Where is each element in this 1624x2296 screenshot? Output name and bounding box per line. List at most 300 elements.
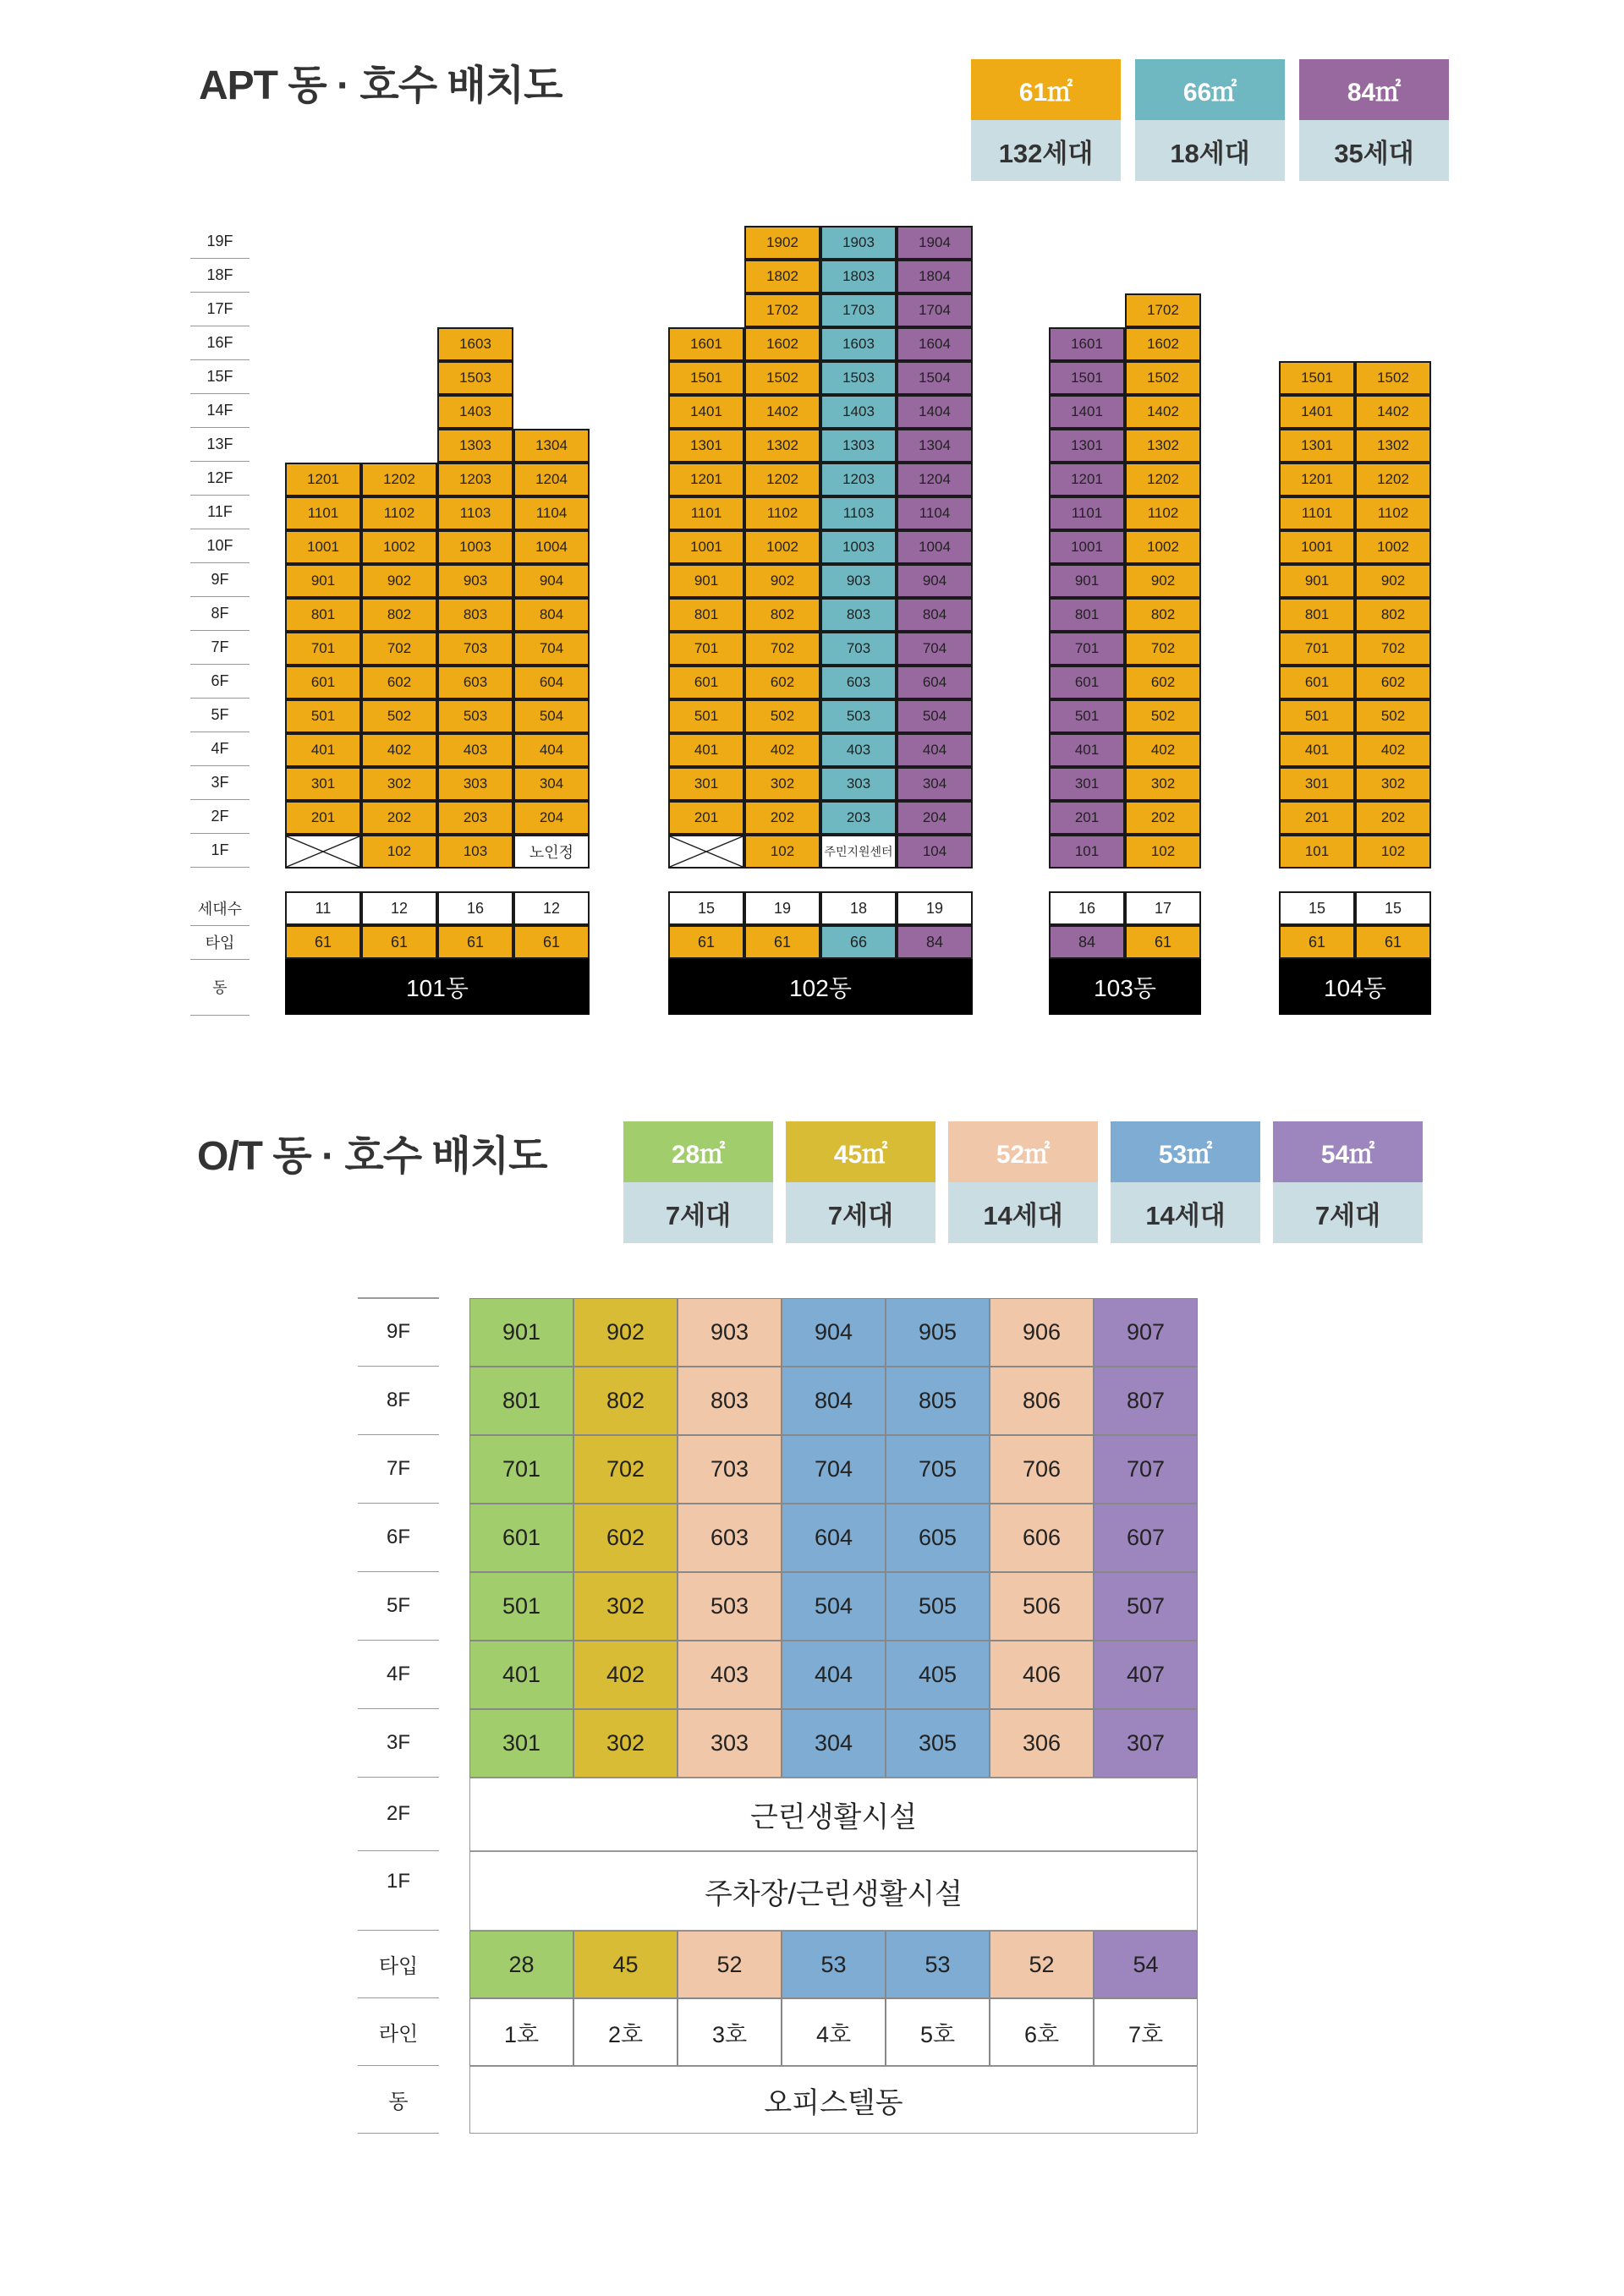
- apt-unit: 604: [897, 666, 973, 699]
- ot-type: 54: [1094, 1931, 1198, 1998]
- apt-unit: 402: [1355, 733, 1431, 767]
- ot-unit: 506: [990, 1572, 1094, 1641]
- ot-unit: 303: [678, 1709, 782, 1778]
- apt-unit: 1103: [437, 496, 513, 530]
- apt-unit: 902: [361, 564, 437, 598]
- apt-unit: 1603: [437, 327, 513, 361]
- ot-legend-count: 7세대: [786, 1182, 935, 1243]
- apt-unit: 502: [361, 699, 437, 733]
- ot-unit: 702: [573, 1435, 678, 1504]
- apt-unit: 801: [285, 598, 361, 632]
- ot-row-label: 5F: [358, 1572, 439, 1641]
- apt-floor-label: 6F: [190, 664, 250, 699]
- apt-households: 12: [361, 891, 437, 925]
- apt-legend-count: 18세대: [1135, 120, 1285, 181]
- apt-unit: 401: [1279, 733, 1355, 767]
- apt-unit: 1501: [1279, 361, 1355, 395]
- apt-unit: 1403: [820, 395, 897, 429]
- apt-floor-label: 13F: [190, 427, 250, 462]
- ot-type: 28: [469, 1931, 573, 1998]
- apt-unit: 804: [513, 598, 590, 632]
- ot-unit: 402: [573, 1641, 678, 1709]
- apt-unit: 1404: [897, 395, 973, 429]
- apt-unit: 1004: [513, 530, 590, 564]
- apt-unit: 601: [668, 666, 744, 699]
- ot-type: 52: [678, 1931, 782, 1998]
- ot-unit: 405: [886, 1641, 990, 1709]
- apt-row-label: 동: [190, 959, 250, 1016]
- apt-unit: 102: [744, 835, 820, 869]
- apt-unit: 403: [820, 733, 897, 767]
- apt-unit: 701: [1279, 632, 1355, 666]
- apt-unit: 602: [1355, 666, 1431, 699]
- ot-unit: 706: [990, 1435, 1094, 1504]
- ot-unit: 601: [469, 1504, 573, 1572]
- apt-unit: 1301: [1279, 429, 1355, 463]
- apt-legend-item: [1299, 59, 1449, 181]
- apt-legend-count: 35세대: [1299, 120, 1449, 181]
- apt-households: 15: [668, 891, 744, 925]
- apt-type: 61: [744, 925, 820, 959]
- apt-unit: 902: [1125, 564, 1201, 598]
- apt-unit: 1003: [437, 530, 513, 564]
- apt-type: 61: [513, 925, 590, 959]
- ot-legend-count: 14세대: [948, 1182, 1098, 1243]
- apt-unit: 601: [1279, 666, 1355, 699]
- ot-unit: 602: [573, 1504, 678, 1572]
- apt-unit: 1201: [668, 463, 744, 496]
- ot-legend-item: [786, 1121, 935, 1243]
- apt-unit: 1302: [744, 429, 820, 463]
- ot-building-name: 오피스텔동: [469, 2066, 1198, 2134]
- apt-unit: 1703: [820, 293, 897, 327]
- ot-unit: 604: [782, 1504, 886, 1572]
- apt-unit: 1202: [1355, 463, 1431, 496]
- apt-unit: 102: [361, 835, 437, 869]
- apt-unit: 902: [744, 564, 820, 598]
- apt-unit: 401: [1049, 733, 1125, 767]
- ot-unit: 801: [469, 1367, 573, 1435]
- apt-unit: 702: [1355, 632, 1431, 666]
- ot-line: 7호: [1094, 1998, 1198, 2066]
- apt-unit: 901: [1049, 564, 1125, 598]
- apt-unit: 1301: [1049, 429, 1125, 463]
- apt-unit: 803: [437, 598, 513, 632]
- apt-unit: 203: [437, 801, 513, 835]
- apt-unit: 301: [668, 767, 744, 801]
- apt-unit: 1402: [744, 395, 820, 429]
- ot-unit: 301: [469, 1709, 573, 1778]
- ot-unit: 507: [1094, 1572, 1198, 1641]
- apt-unit: 1203: [820, 463, 897, 496]
- apt-unit: 1202: [361, 463, 437, 496]
- apt-unit: 1602: [744, 327, 820, 361]
- apt-unit: 302: [744, 767, 820, 801]
- ot-type: 53: [886, 1931, 990, 1998]
- apt-households: 16: [437, 891, 513, 925]
- apt-row-label: 타입: [190, 925, 250, 960]
- ot-unit: 901: [469, 1298, 573, 1367]
- ot-unit: 306: [990, 1709, 1094, 1778]
- ot-row-label: 6F: [358, 1504, 439, 1572]
- apt-unit: 904: [897, 564, 973, 598]
- apt-unit: 1001: [668, 530, 744, 564]
- apt-unit: 402: [361, 733, 437, 767]
- apt-unit: 1001: [1279, 530, 1355, 564]
- ot-unit: 807: [1094, 1367, 1198, 1435]
- apt-unit: 202: [1355, 801, 1431, 835]
- ot-unit: 406: [990, 1641, 1094, 1709]
- apt-households: 11: [285, 891, 361, 925]
- apt-unit: 1304: [897, 429, 973, 463]
- apt-floor-label: 3F: [190, 765, 250, 800]
- apt-unit: 701: [668, 632, 744, 666]
- ot-unit: 607: [1094, 1504, 1198, 1572]
- ot-unit: 403: [678, 1641, 782, 1709]
- apt-row-label: 세대수: [190, 891, 250, 926]
- apt-unit: 1101: [668, 496, 744, 530]
- apt-unit: 504: [897, 699, 973, 733]
- apt-type: 61: [285, 925, 361, 959]
- apt-unit: 201: [1049, 801, 1125, 835]
- apt-floor-label: 12F: [190, 461, 250, 496]
- apt-unit: 1102: [361, 496, 437, 530]
- apt-unit: 1702: [1125, 293, 1201, 327]
- ot-legend: [623, 1121, 1423, 1243]
- apt-households: 17: [1125, 891, 1201, 925]
- apt-facility-cell: 노인정: [513, 835, 590, 869]
- apt-unit: 1201: [1049, 463, 1125, 496]
- apt-unit: 1002: [744, 530, 820, 564]
- apt-unit: 602: [744, 666, 820, 699]
- apt-floor-label: 2F: [190, 799, 250, 834]
- apt-legend-count: 132세대: [971, 120, 1121, 181]
- apt-type: 61: [361, 925, 437, 959]
- apt-floor-label: 14F: [190, 393, 250, 428]
- apt-unit: 1002: [361, 530, 437, 564]
- apt-unit: 204: [513, 801, 590, 835]
- apt-unit: 302: [1125, 767, 1201, 801]
- apt-unit: 802: [361, 598, 437, 632]
- apt-unit: 901: [668, 564, 744, 598]
- ot-unit: 805: [886, 1367, 990, 1435]
- apt-unit: 1501: [1049, 361, 1125, 395]
- ot-row-label: 8F: [358, 1367, 439, 1435]
- apt-type: 66: [820, 925, 897, 959]
- apt-type: 61: [1279, 925, 1355, 959]
- apt-unit: 804: [897, 598, 973, 632]
- apt-unit: 1504: [897, 361, 973, 395]
- apt-unit: 201: [285, 801, 361, 835]
- apt-type: 61: [668, 925, 744, 959]
- apt-legend-item: [971, 59, 1121, 181]
- apt-empty-unit: [285, 835, 361, 869]
- apt-unit: 604: [513, 666, 590, 699]
- ot-type: 53: [782, 1931, 886, 1998]
- apt-unit: 901: [1279, 564, 1355, 598]
- ot-unit: 504: [782, 1572, 886, 1641]
- apt-floor-label: 18F: [190, 258, 250, 293]
- ot-label-top-rule: [358, 1297, 439, 1299]
- ot-legend-area: 53㎡: [1111, 1121, 1260, 1182]
- apt-unit: 102: [1125, 835, 1201, 869]
- apt-unit: 801: [1279, 598, 1355, 632]
- ot-floor2-facility: 근린생활시설: [469, 1778, 1198, 1851]
- apt-floor-label: 17F: [190, 292, 250, 326]
- apt-unit: 501: [1049, 699, 1125, 733]
- ot-legend-item: [1273, 1121, 1423, 1243]
- ot-unit: 701: [469, 1435, 573, 1504]
- apt-unit: 703: [820, 632, 897, 666]
- apt-unit: 901: [285, 564, 361, 598]
- apt-unit: 801: [668, 598, 744, 632]
- ot-row-label: 동: [358, 2066, 439, 2134]
- apt-unit: 202: [744, 801, 820, 835]
- ot-line: 5호: [886, 1998, 990, 2066]
- apt-unit: 1004: [897, 530, 973, 564]
- apt-unit: 902: [1355, 564, 1431, 598]
- apt-unit: 1303: [820, 429, 897, 463]
- apt-unit: 1902: [744, 226, 820, 260]
- ot-unit: 305: [886, 1709, 990, 1778]
- apt-unit: 704: [513, 632, 590, 666]
- ot-unit: 704: [782, 1435, 886, 1504]
- apt-unit: 1503: [437, 361, 513, 395]
- apt-legend-area: 61㎡: [971, 59, 1121, 120]
- ot-line: 3호: [678, 1998, 782, 2066]
- apt-unit: 102: [1355, 835, 1431, 869]
- apt-unit: 201: [1279, 801, 1355, 835]
- apt-floor-label: 19F: [190, 224, 250, 259]
- ot-unit: 503: [678, 1572, 782, 1641]
- apt-unit: 1802: [744, 260, 820, 293]
- apt-unit: 701: [1049, 632, 1125, 666]
- apt-unit: 1303: [437, 429, 513, 463]
- apt-unit: 1102: [1125, 496, 1201, 530]
- apt-households: 12: [513, 891, 590, 925]
- ot-line: 6호: [990, 1998, 1094, 2066]
- apt-unit: 802: [744, 598, 820, 632]
- apt-unit: 1204: [513, 463, 590, 496]
- ot-row-label: 라인: [358, 1998, 439, 2066]
- apt-floor-label: 15F: [190, 359, 250, 394]
- apt-unit: 1101: [1049, 496, 1125, 530]
- apt-unit: 1601: [668, 327, 744, 361]
- apt-unit: 301: [1049, 767, 1125, 801]
- apt-unit: 502: [744, 699, 820, 733]
- apt-unit: 1403: [437, 395, 513, 429]
- apt-unit: 1604: [897, 327, 973, 361]
- apt-households: 16: [1049, 891, 1125, 925]
- apt-unit: 203: [820, 801, 897, 835]
- apt-unit: 1602: [1125, 327, 1201, 361]
- ot-legend-area: 52㎡: [948, 1121, 1098, 1182]
- ot-unit: 804: [782, 1367, 886, 1435]
- apt-unit: 1103: [820, 496, 897, 530]
- apt-legend-area: 84㎡: [1299, 59, 1449, 120]
- apt-unit: 403: [437, 733, 513, 767]
- ot-type: 45: [573, 1931, 678, 1998]
- apt-building-name: 101동: [285, 959, 590, 1015]
- apt-unit: 904: [513, 564, 590, 598]
- apt-unit: 501: [668, 699, 744, 733]
- apt-unit: 1301: [668, 429, 744, 463]
- ot-unit: 803: [678, 1367, 782, 1435]
- apt-floor-label: 5F: [190, 698, 250, 732]
- apt-unit: 1201: [1279, 463, 1355, 496]
- apt-unit: 104: [897, 835, 973, 869]
- ot-unit: 705: [886, 1435, 990, 1504]
- apt-empty-unit: [668, 835, 744, 869]
- apt-unit: 1002: [1125, 530, 1201, 564]
- apt-unit: 1304: [513, 429, 590, 463]
- apt-unit: 503: [820, 699, 897, 733]
- ot-unit: 307: [1094, 1709, 1198, 1778]
- apt-unit: 1104: [897, 496, 973, 530]
- apt-unit: 1203: [437, 463, 513, 496]
- apt-unit: 903: [820, 564, 897, 598]
- apt-households: 19: [744, 891, 820, 925]
- apt-unit: 1803: [820, 260, 897, 293]
- ot-unit: 903: [678, 1298, 782, 1367]
- apt-unit: 1904: [897, 226, 973, 260]
- ot-row-label: 타입: [358, 1931, 439, 1998]
- ot-unit: 603: [678, 1504, 782, 1572]
- apt-type: 61: [1355, 925, 1431, 959]
- apt-unit: 202: [361, 801, 437, 835]
- ot-line: 2호: [573, 1998, 678, 2066]
- ot-unit: 907: [1094, 1298, 1198, 1367]
- apt-building-name: 103동: [1049, 959, 1201, 1015]
- apt-unit: 503: [437, 699, 513, 733]
- ot-line: 4호: [782, 1998, 886, 2066]
- apt-unit: 404: [897, 733, 973, 767]
- apt-unit: 1702: [744, 293, 820, 327]
- ot-unit: 304: [782, 1709, 886, 1778]
- apt-unit: 702: [361, 632, 437, 666]
- apt-unit: 302: [1355, 767, 1431, 801]
- ot-unit: 707: [1094, 1435, 1198, 1504]
- apt-unit: 103: [437, 835, 513, 869]
- apt-unit: 702: [744, 632, 820, 666]
- apt-unit: 1302: [1125, 429, 1201, 463]
- apt-unit: 501: [1279, 699, 1355, 733]
- apt-unit: 1204: [897, 463, 973, 496]
- apt-unit: 1401: [668, 395, 744, 429]
- ot-legend-count: 7세대: [1273, 1182, 1423, 1243]
- apt-unit: 1001: [1049, 530, 1125, 564]
- apt-unit: 1603: [820, 327, 897, 361]
- apt-unit: 603: [437, 666, 513, 699]
- ot-unit: 501: [469, 1572, 573, 1641]
- apt-floor-label: 1F: [190, 833, 250, 868]
- apt-unit: 603: [820, 666, 897, 699]
- apt-unit: 402: [1125, 733, 1201, 767]
- ot-legend-count: 7세대: [623, 1182, 773, 1243]
- apt-unit: 803: [820, 598, 897, 632]
- ot-unit: 906: [990, 1298, 1094, 1367]
- apt-unit: 903: [437, 564, 513, 598]
- ot-legend-item: [948, 1121, 1098, 1243]
- apt-unit: 1102: [1355, 496, 1431, 530]
- apt-unit: 602: [1125, 666, 1201, 699]
- apt-unit: 802: [1125, 598, 1201, 632]
- apt-unit: 1704: [897, 293, 973, 327]
- ot-unit: 703: [678, 1435, 782, 1504]
- ot-floor1-facility: 주차장/근린생활시설: [469, 1851, 1198, 1931]
- ot-unit: 606: [990, 1504, 1094, 1572]
- apt-legend: [971, 59, 1449, 181]
- apt-unit: 304: [897, 767, 973, 801]
- apt-unit: 801: [1049, 598, 1125, 632]
- apt-floor-label: 8F: [190, 596, 250, 631]
- apt-building-name: 102동: [668, 959, 973, 1015]
- ot-row-label: 1F: [358, 1851, 439, 1931]
- ot-section-title: O/T 동 · 호수 배치도: [197, 1134, 547, 1179]
- apt-unit: 1903: [820, 226, 897, 260]
- ot-legend-item: [623, 1121, 773, 1243]
- apt-unit: 1401: [1279, 395, 1355, 429]
- apt-unit: 303: [437, 767, 513, 801]
- apt-unit: 802: [1355, 598, 1431, 632]
- apt-unit: 1402: [1125, 395, 1201, 429]
- apt-unit: 1101: [1279, 496, 1355, 530]
- apt-unit: 601: [285, 666, 361, 699]
- ot-unit: 902: [573, 1298, 678, 1367]
- apt-households: 18: [820, 891, 897, 925]
- apt-building-name: 104동: [1279, 959, 1431, 1015]
- ot-unit: 505: [886, 1572, 990, 1641]
- apt-floor-label: 9F: [190, 562, 250, 597]
- apt-unit: 602: [361, 666, 437, 699]
- ot-row-label: 4F: [358, 1641, 439, 1709]
- apt-facility-cell: 주민지원센터: [820, 835, 897, 869]
- apt-unit: 404: [513, 733, 590, 767]
- ot-legend-item: [1111, 1121, 1260, 1243]
- apt-section-title: APT 동 · 호수 배치도: [199, 63, 562, 108]
- apt-unit: 501: [285, 699, 361, 733]
- apt-unit: 101: [1279, 835, 1355, 869]
- ot-unit: 401: [469, 1641, 573, 1709]
- apt-unit: 201: [668, 801, 744, 835]
- apt-unit: 1502: [1125, 361, 1201, 395]
- ot-unit: 806: [990, 1367, 1094, 1435]
- apt-households: 19: [897, 891, 973, 925]
- apt-type: 61: [437, 925, 513, 959]
- apt-legend-item: [1135, 59, 1285, 181]
- apt-unit: 402: [744, 733, 820, 767]
- apt-unit: 204: [897, 801, 973, 835]
- ot-type: 52: [990, 1931, 1094, 1998]
- apt-unit: 502: [1355, 699, 1431, 733]
- apt-type: 61: [1125, 925, 1201, 959]
- apt-unit: 1102: [744, 496, 820, 530]
- apt-floor-label: 10F: [190, 529, 250, 563]
- apt-unit: 701: [285, 632, 361, 666]
- ot-row-label: 3F: [358, 1709, 439, 1778]
- apt-unit: 1202: [1125, 463, 1201, 496]
- apt-unit: 302: [361, 767, 437, 801]
- apt-unit: 101: [1049, 835, 1125, 869]
- apt-unit: 1502: [744, 361, 820, 395]
- apt-floor-label: 7F: [190, 630, 250, 665]
- apt-type: 84: [897, 925, 973, 959]
- apt-households: 15: [1355, 891, 1431, 925]
- apt-unit: 704: [897, 632, 973, 666]
- apt-unit: 601: [1049, 666, 1125, 699]
- apt-unit: 401: [668, 733, 744, 767]
- apt-unit: 1503: [820, 361, 897, 395]
